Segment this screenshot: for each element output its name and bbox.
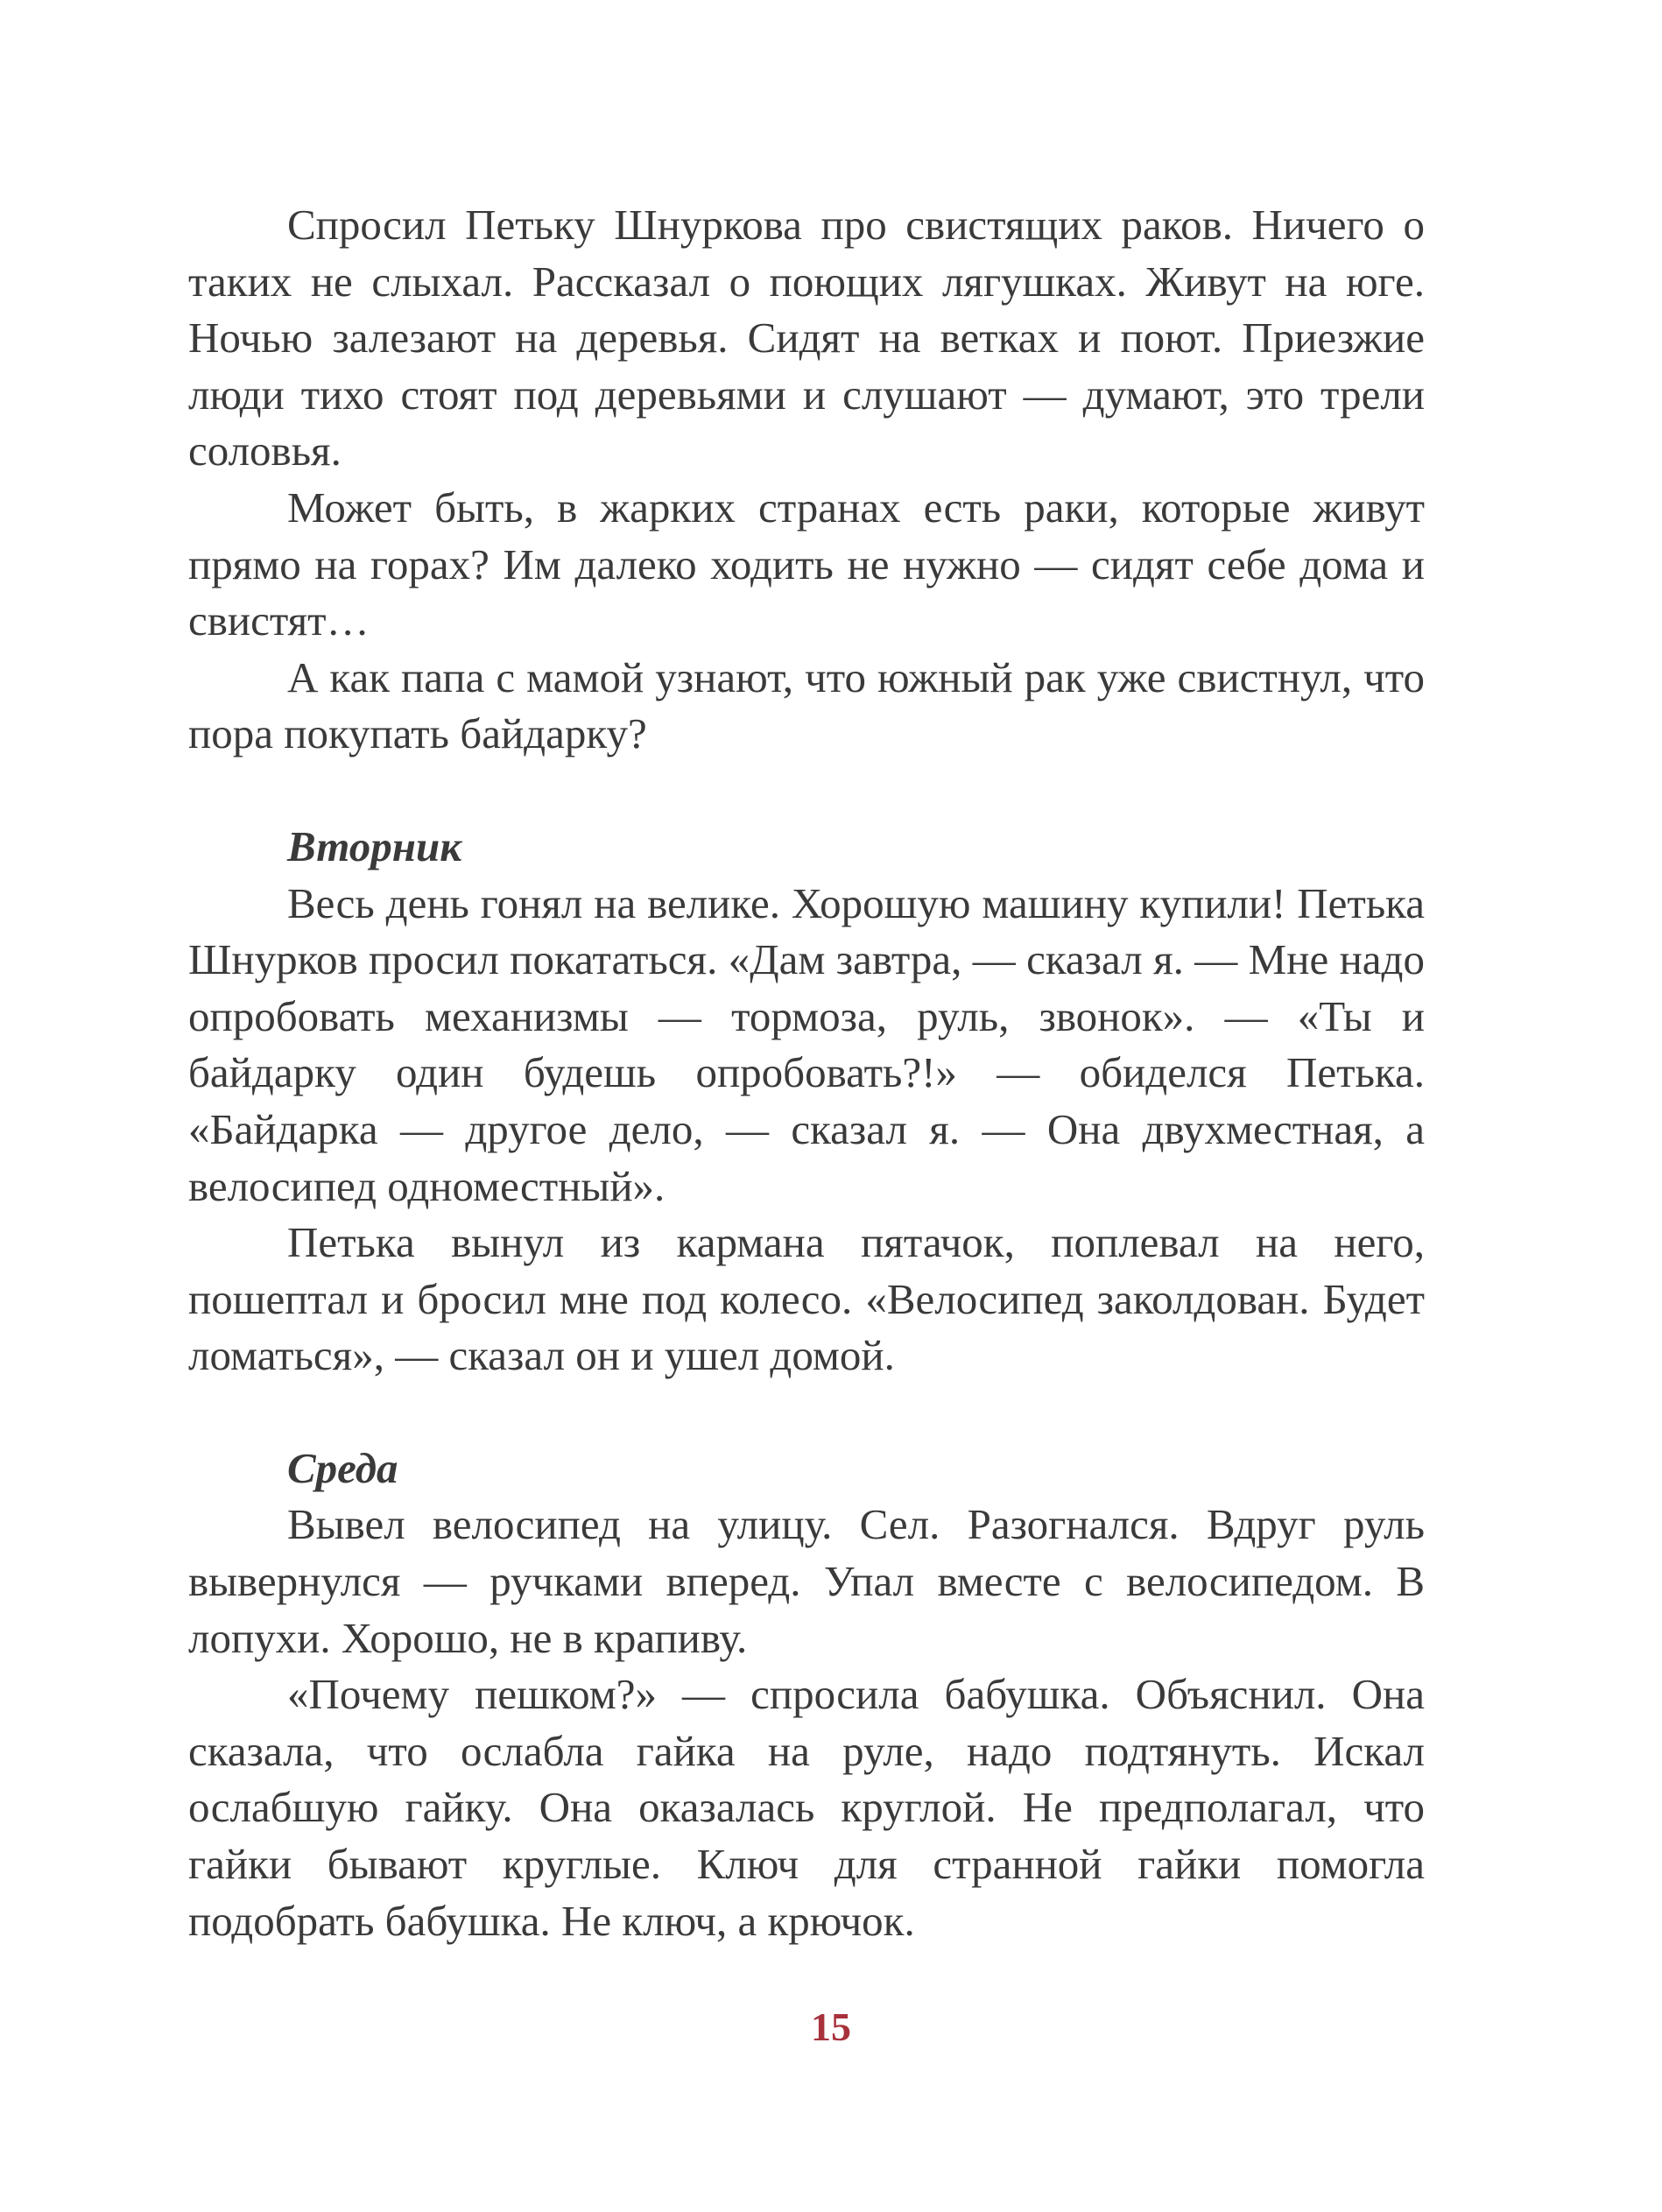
section-heading-wednesday: Среда — [287, 1443, 398, 1492]
paragraph-wednesday-1: Вывел велосипед на улицу. Сел. Разогнался. Вдруг руль вывернулся — ручками вперед. Упал вместе с велосипедом. В лопухи. Хорошо, не в крапиву. — [188, 1500, 1425, 1662]
section-heading-tuesday: Вторник — [287, 821, 462, 870]
body-text — [188, 197, 1425, 1949]
section-spacer — [188, 1384, 1425, 1441]
section-spacer — [188, 763, 1425, 819]
page-number: 15 — [811, 2004, 851, 2049]
paragraph-intro-2: Может быть, в жарких странах есть раки, которые живут прямо на горах? Им далеко ходить не нужно — сидят себе дома и свистят… — [188, 483, 1425, 645]
paragraph-intro-3: А как папа с мамой узнают, что южный рак уже свистнул, что пора покупать байдарку? — [188, 652, 1425, 758]
paragraph-tuesday-1: Весь день гонял на велике. Хорошую машину купили! Петька Шнурков просил покататься. «Дам завтра, — сказал я. — Мне надо опробовать механизмы — тормоза, руль, звонок». — «Ты и байдарку один будешь опробовать?!» — обиделся Петька. «Байдарка — другое дело, — сказал я. — Она двухместная, а велосипед одноместный». — [188, 878, 1425, 1210]
paragraph-wednesday-2: «Почему пешком?» — спросила бабушка. Объяснил. Она сказала, что ослабла гайка на руле, надо подтянуть. Искал ослабшую гайку. Она оказалась круглой. Не предполагал, что гайки бывают круглые. Ключ для странной гайки помогла подобрать бабушка. Не ключ, а крючок. — [188, 1670, 1425, 1945]
paragraph-tuesday-2: Петька вынул из кармана пятачок, поплевал на него, пошептал и бросил мне под колесо. «Велосипед заколдован. Будет ломаться», — сказал он и ушел домой. — [188, 1218, 1425, 1380]
paragraph-intro-1: Спросил Петьку Шнуркова про свистящих раков. Ничего о таких не слыхал. Рассказал о поющих лягушках. Живут на юге. Ночью залезают на деревья. Сидят на ветках и поют. Приезжие люди тихо стоят под деревьями и слушают — думают, это трели соловья. — [188, 201, 1425, 476]
